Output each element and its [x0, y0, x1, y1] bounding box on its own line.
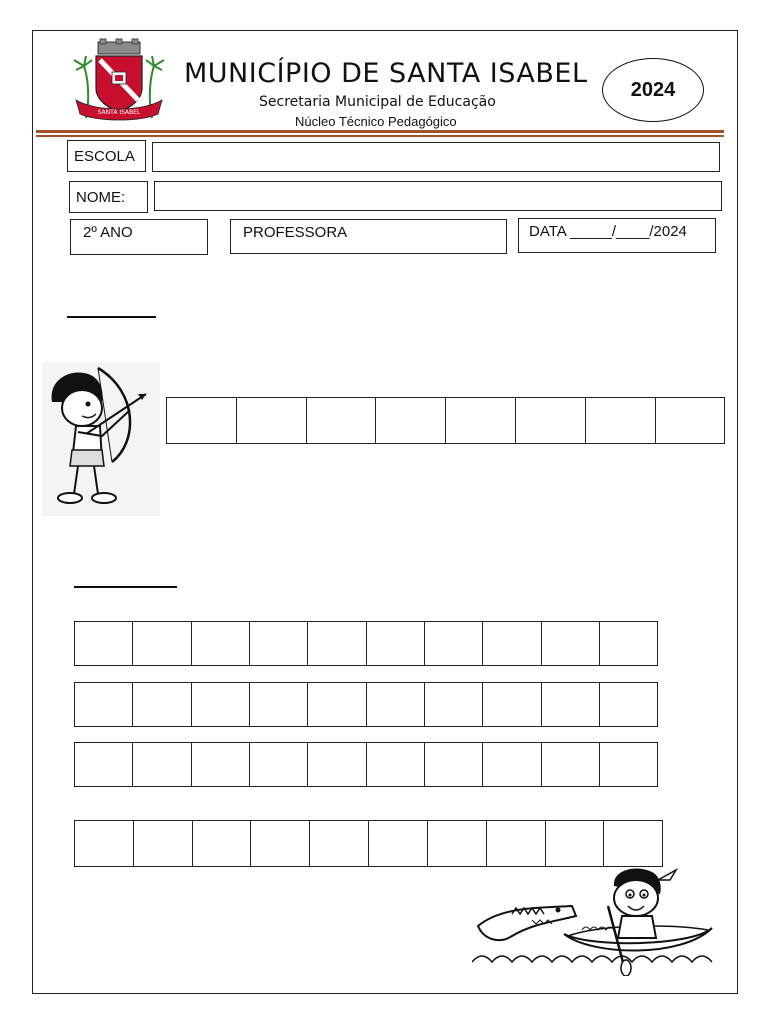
- letter-box[interactable]: [74, 742, 134, 787]
- answer-grid-row-2: [74, 682, 658, 727]
- section-one-title-line: [67, 316, 156, 318]
- letter-box[interactable]: [307, 621, 367, 666]
- section-two-title-line: [74, 586, 177, 588]
- department-subtitle: Secretaria Municipal de Educação: [259, 94, 496, 110]
- school-label: ESCOLA: [67, 140, 146, 172]
- answer-grid-row-1: [74, 621, 658, 666]
- letter-box[interactable]: [309, 820, 369, 867]
- letter-box[interactable]: [599, 682, 659, 727]
- letter-box[interactable]: [74, 820, 134, 867]
- letter-box[interactable]: [192, 820, 252, 867]
- pedagogical-nucleus: Núcleo Técnico Pedagógico: [295, 114, 457, 129]
- letter-box[interactable]: [132, 621, 192, 666]
- letter-box[interactable]: [482, 682, 542, 727]
- letter-box[interactable]: [541, 742, 601, 787]
- letter-box[interactable]: [366, 742, 426, 787]
- letter-box[interactable]: [655, 397, 725, 444]
- name-label: NOME:: [69, 181, 148, 213]
- letter-box[interactable]: [545, 820, 605, 867]
- header-rule-thin: [36, 135, 724, 137]
- letter-box[interactable]: [307, 742, 367, 787]
- letter-box[interactable]: [250, 820, 310, 867]
- year-badge: 2024: [602, 58, 704, 122]
- letter-box[interactable]: [191, 621, 251, 666]
- answer-grid-row-4: [74, 820, 663, 867]
- letter-box[interactable]: [515, 397, 586, 444]
- letter-box[interactable]: [236, 397, 307, 444]
- letter-box[interactable]: [603, 820, 663, 867]
- letter-box[interactable]: [482, 621, 542, 666]
- letter-box[interactable]: [133, 820, 193, 867]
- letter-box[interactable]: [366, 682, 426, 727]
- page-title: MUNICÍPIO DE SANTA ISABEL: [184, 58, 588, 89]
- letter-box[interactable]: [74, 682, 134, 727]
- letter-box[interactable]: [306, 397, 377, 444]
- name-field[interactable]: [154, 181, 722, 211]
- letter-box[interactable]: [486, 820, 546, 867]
- letter-box[interactable]: [191, 742, 251, 787]
- letter-box[interactable]: [427, 820, 487, 867]
- letter-box[interactable]: [191, 682, 251, 727]
- letter-box[interactable]: [249, 682, 309, 727]
- answer-grid-1: [166, 397, 725, 444]
- letter-box[interactable]: [541, 621, 601, 666]
- crest-ribbon-text: SANTA ISABEL: [97, 109, 141, 116]
- letter-box[interactable]: [424, 742, 484, 787]
- letter-box[interactable]: [375, 397, 446, 444]
- answer-grid-row-3: [74, 742, 658, 787]
- letter-box[interactable]: [585, 397, 656, 444]
- letter-box[interactable]: [249, 621, 309, 666]
- indian-boy-archer-icon: [42, 362, 160, 516]
- grade-field[interactable]: 2º ANO: [70, 219, 208, 255]
- letter-box[interactable]: [249, 742, 309, 787]
- school-field[interactable]: [152, 142, 720, 172]
- letter-box[interactable]: [599, 621, 659, 666]
- letter-box[interactable]: [482, 742, 542, 787]
- municipal-crest-icon: [66, 38, 172, 122]
- header-rule: [36, 130, 724, 133]
- letter-box[interactable]: [368, 820, 428, 867]
- letter-box[interactable]: [445, 397, 516, 444]
- letter-box[interactable]: [132, 682, 192, 727]
- date-field[interactable]: DATA _____/____/2024: [518, 218, 716, 253]
- teacher-field[interactable]: PROFESSORA: [230, 219, 507, 254]
- letter-box[interactable]: [424, 621, 484, 666]
- letter-box[interactable]: [307, 682, 367, 727]
- letter-box[interactable]: [599, 742, 659, 787]
- letter-box[interactable]: [166, 397, 237, 444]
- letter-box[interactable]: [366, 621, 426, 666]
- letter-box[interactable]: [541, 682, 601, 727]
- boy-canoe-alligator-icon: [472, 866, 722, 976]
- letter-box[interactable]: [424, 682, 484, 727]
- letter-box[interactable]: [132, 742, 192, 787]
- letter-box[interactable]: [74, 621, 134, 666]
